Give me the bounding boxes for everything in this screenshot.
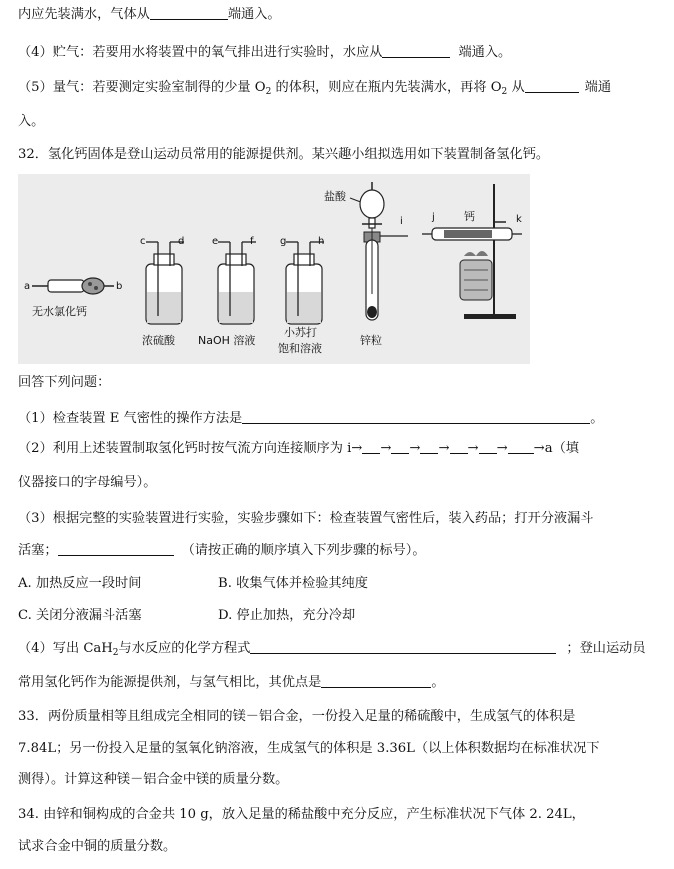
question-33-text-1: 33．两份质量相等且组成完全相同的镁－铝合金，一份投入足量的稀硫酸中，生成氢气的体积是 xyxy=(18,709,576,724)
port-b-label: b xyxy=(116,281,123,292)
sub-question-2-note: 仪器接口的字母编号）。 xyxy=(18,475,157,490)
text-line-4 xyxy=(18,113,663,131)
sub-question-4-end: ；登山运动员 xyxy=(566,641,646,656)
answer-blank-q4-advantage[interactable] xyxy=(321,674,431,688)
answer-blank-3[interactable] xyxy=(525,79,579,93)
naoh-solution-label: NaOH 溶液 xyxy=(198,334,256,347)
arrow-glyph: → xyxy=(496,441,508,456)
sub-question-2-line-2 xyxy=(18,474,663,492)
sub-question-3-instruction: （请按正确的顺序填入下列步骤的标号）。 xyxy=(181,543,426,558)
port-g-label: g xyxy=(280,236,287,247)
line-4-text: 入。 xyxy=(18,114,45,129)
port-d-label: d xyxy=(178,236,185,247)
sub-question-3-line-2 xyxy=(18,542,663,560)
option-d: D. 停止加热，充分冷却 xyxy=(218,608,356,623)
sub-question-2 xyxy=(18,440,663,458)
question-33-text-2: 7.84L；另一份投入足量的氢氧化钠溶液，生成氢气的体积是 3.36L（以上体积数据均在标准状况下 xyxy=(18,741,600,756)
question-32-text: 32．氢化钙固体是登山运动员常用的能源提供剂。某兴趣小组拟选用如下装置制备氢化钙。 xyxy=(18,147,550,162)
port-h-label: h xyxy=(318,236,325,247)
sub-question-2-text: （2）利用上述装置制取氢化钙时按气流方向连接顺序为 i→ xyxy=(18,441,363,456)
answer-blank-1[interactable] xyxy=(150,6,228,20)
sub-question-4-text-b: 与水反应的化学方程式 xyxy=(118,641,251,656)
line-1-end: 端通入。 xyxy=(227,7,281,22)
sub-question-4-line-2 xyxy=(18,674,663,692)
hydrochloric-acid-label: 盐酸 xyxy=(324,190,346,203)
answer-blank-q3[interactable] xyxy=(58,542,174,556)
anhydrous-cacl2-label: 无水氯化钙 xyxy=(32,305,87,318)
text-line-2 xyxy=(18,44,663,62)
sulfuric-acid-label: 浓硫酸 xyxy=(142,334,175,347)
port-a-label: a xyxy=(24,281,31,292)
sub-question-3 xyxy=(18,510,663,528)
port-k-label: k xyxy=(516,214,522,225)
sub-question-1 xyxy=(18,410,663,428)
calcium-label: 钙 xyxy=(464,210,475,223)
option-a: A. 加热反应一段时间 xyxy=(18,576,142,591)
question-33-line-2 xyxy=(18,740,663,758)
answer-intro xyxy=(18,374,663,392)
answer-blank-q2-2[interactable] xyxy=(391,440,409,454)
sub-question-3-text: （3）根据完整的实验装置进行实验，实验步骤如下：检查装置气密性后，装入药品；打开分液漏斗 xyxy=(18,511,594,526)
text-line-3 xyxy=(18,79,663,101)
hydrogen-generator xyxy=(324,182,408,347)
apparatus-drawing xyxy=(18,174,530,364)
drying-tube xyxy=(24,278,122,318)
baking-soda-label: 小苏打 xyxy=(284,326,317,339)
answer-blank-q4-equation[interactable] xyxy=(250,640,556,654)
line-3-text-a: （5）量气：若要测定实验室制得的少量 O xyxy=(18,80,266,95)
wash-bottle-sulfuric xyxy=(140,236,184,347)
answer-blank-q2-5[interactable] xyxy=(479,440,497,454)
answer-blank-2[interactable] xyxy=(382,44,450,58)
line-2-end: 端通入。 xyxy=(458,45,512,60)
line-3-text-b: 的体积，则应在瓶内先装满水，再将 O xyxy=(271,80,502,95)
wash-bottle-naoh xyxy=(198,236,256,347)
answer-blank-q2-6[interactable] xyxy=(508,440,534,454)
question-34-text-1: 34. 由锌和铜构成的合金共 10 g，放入足量的稀盐酸中充分反应，产生标准状况下气体 2. 24L， xyxy=(18,807,585,822)
question-34-text-2: 试求合金中铜的质量分数。 xyxy=(18,839,177,854)
apparatus-figure xyxy=(18,174,530,364)
arrow-glyph: → xyxy=(380,441,392,456)
option-c: C. 关闭分液漏斗活塞 xyxy=(18,608,142,623)
port-f-label: f xyxy=(250,236,254,247)
answer-intro-text: 回答下列问题： xyxy=(18,375,111,390)
sub-question-1-text: （1）检查装置 E 气密性的操作方法是 xyxy=(18,411,243,426)
text-line-1 xyxy=(18,6,663,24)
options-row-2 xyxy=(18,607,663,625)
sub-question-4 xyxy=(18,640,663,662)
arrow-glyph: → xyxy=(467,441,479,456)
line-3-text-c: 从 xyxy=(507,80,525,95)
arrow-glyph: → xyxy=(409,441,421,456)
answer-blank-q2-3[interactable] xyxy=(420,440,438,454)
option-b: B. 收集气体并检验其纯度 xyxy=(218,576,368,591)
question-34-line-1 xyxy=(18,806,663,824)
zinc-granules-label: 锌粒 xyxy=(360,334,382,347)
question-34-line-2 xyxy=(18,838,663,856)
question-32-title xyxy=(18,146,663,164)
o2-subscript: 2 xyxy=(501,87,508,97)
saturated-solution-label: 饱和溶液 xyxy=(278,342,322,355)
reaction-tube-setup xyxy=(422,184,522,319)
line-3-end: 端通 xyxy=(584,80,612,95)
port-e-label: e xyxy=(212,236,219,247)
sub-question-4-text-a: （4）写出 CaH xyxy=(18,641,113,656)
line-2-text: （4）贮气：若要用水将装置中的氧气排出进行实验时，水应从 xyxy=(18,45,383,60)
cah2-subscript: 2 xyxy=(112,648,119,658)
question-33-text-3: 测得）。计算这种镁－铝合金中镁的质量分数。 xyxy=(18,772,289,787)
sub-question-2-end: →a（填 xyxy=(533,441,579,456)
port-c-label: c xyxy=(140,236,146,247)
sub-question-3-prefix: 活塞； xyxy=(18,543,58,558)
options-row-1 xyxy=(18,575,663,593)
question-33-line-3 xyxy=(18,771,663,789)
arrow-glyph: → xyxy=(438,441,450,456)
sub-question-4-line-2-end: 。 xyxy=(431,675,445,690)
sub-question-1-end: 。 xyxy=(590,411,604,426)
sub-question-4-line-2-text: 常用氢化钙作为能源提供剂，与氢气相比，其优点是 xyxy=(18,675,322,690)
line-1-text: 内应先装满水，气体从 xyxy=(18,7,150,22)
answer-blank-q1[interactable] xyxy=(242,410,590,424)
o2-subscript: 2 xyxy=(265,87,272,97)
answer-blank-q2-1[interactable] xyxy=(362,440,380,454)
wash-bottle-bicarbonate xyxy=(278,236,324,355)
question-33-line-1 xyxy=(18,708,663,726)
answer-blank-q2-4[interactable] xyxy=(450,440,468,454)
port-j-label: j xyxy=(432,212,435,223)
port-i-label: i xyxy=(400,216,403,227)
